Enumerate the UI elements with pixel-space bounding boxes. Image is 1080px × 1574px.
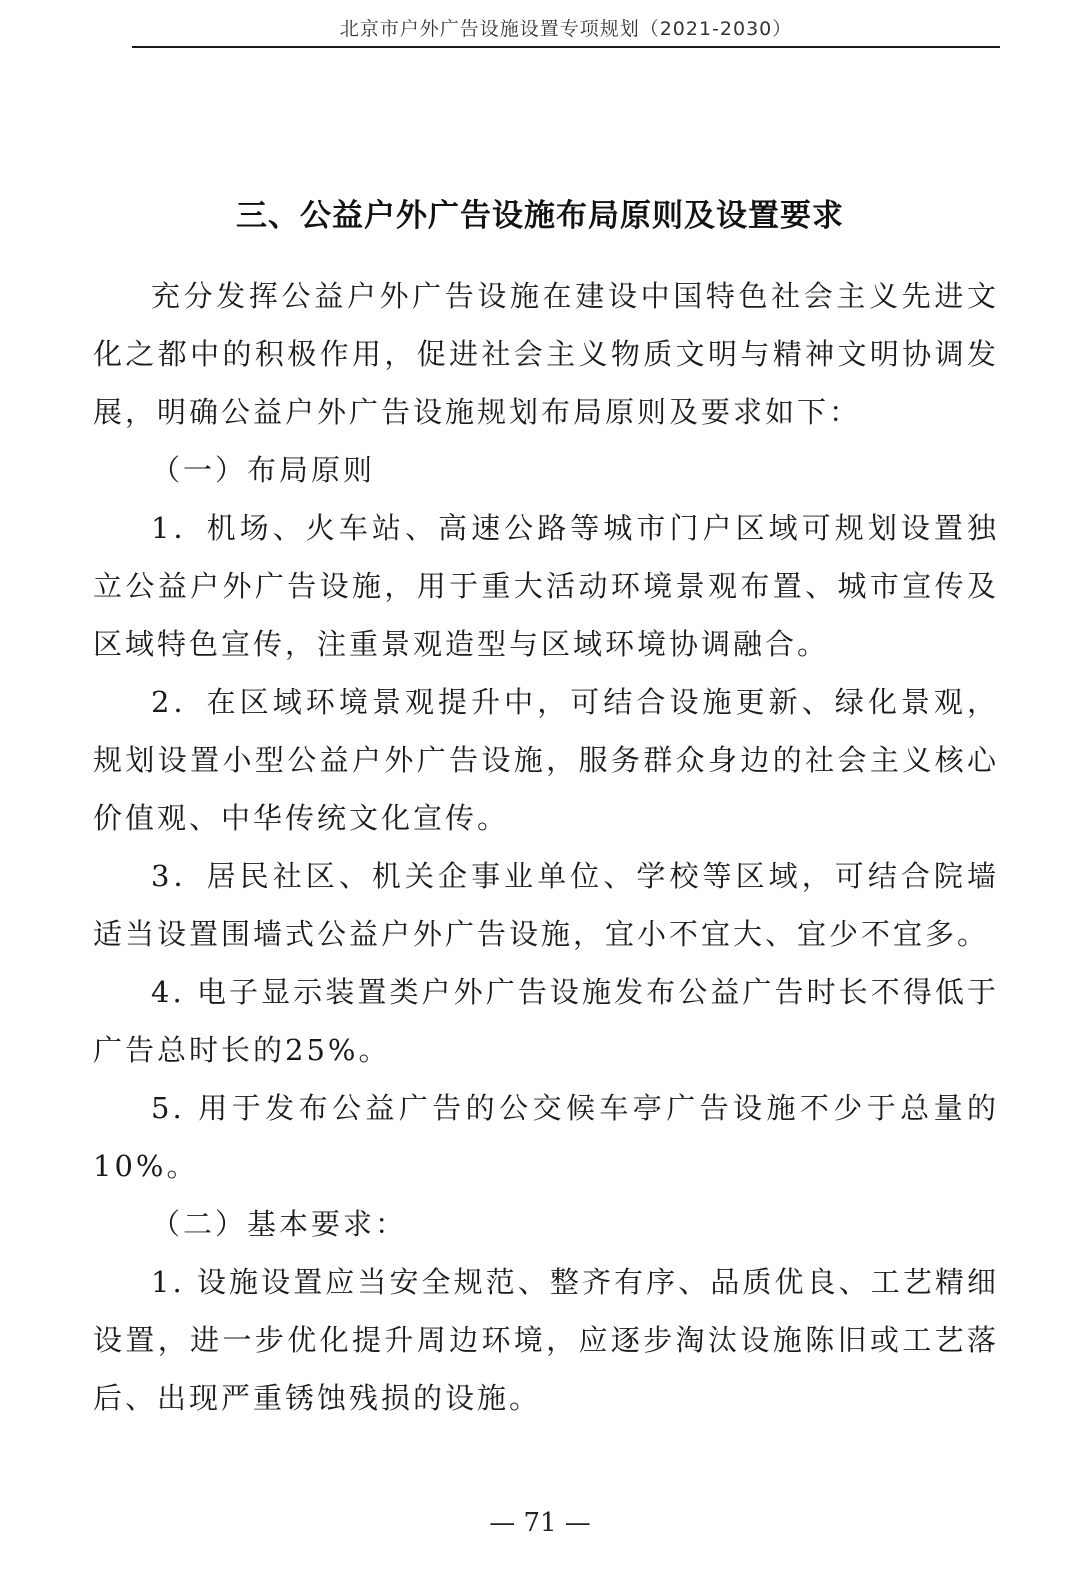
page-number: — 71 — <box>489 1508 591 1538</box>
requirement-1: 1. 设施设置应当安全规范、整齐有序、品质优良、工艺精细设置，进一步优化提升周边环境，应逐步淘汰设施陈旧或工艺落后、出现严重锈蚀残损的设施。 <box>93 1265 999 1415</box>
principle-3: 3．居民社区、机关企事业单位、学校等区域，可结合院墙适当设置围墙式公益户外广告设施，宜小不宜大、宜少不宜多。 <box>93 859 999 951</box>
principle-5: 5. 用于发布公益广告的公交候车亭广告设施不少于总量的10%。 <box>93 1091 999 1183</box>
principle-2: 2．在区域环境景观提升中，可结合设施更新、绿化景观，规划设置小型公益户外广告设施，服务群众身边的社会主义核心价值观、中华传统文化宣传。 <box>93 685 999 835</box>
subheading-layout-principles: （一）布局原则 <box>151 453 376 487</box>
header-rule <box>132 46 1000 48</box>
running-header: 北京市户外广告设施设置专项规划（2021-2030） <box>339 18 793 40</box>
subheading-basic-requirements: （二）基本要求： <box>151 1207 408 1241</box>
intro-paragraph: 充分发挥公益户外广告设施在建设中国特色社会主义先进文化之都中的积极作用，促进社会主义物质文明与精神文明协调发展，明确公益户外广告设施规划布局原则及要求如下： <box>93 279 999 429</box>
principle-1: 1．机场、火车站、高速公路等城市门户区域可规划设置独立公益户外广告设施，用于重大活动环境景观布置、城市宣传及区域特色宣传，注重景观造型与区域环境协调融合。 <box>93 511 999 661</box>
body-text <box>93 267 999 1427</box>
section-title: 三、公益户外广告设施布局原则及设置要求 <box>236 198 844 234</box>
principle-4: 4. 电子显示装置类户外广告设施发布公益广告时长不得低于广告总时长的25%。 <box>93 975 999 1067</box>
